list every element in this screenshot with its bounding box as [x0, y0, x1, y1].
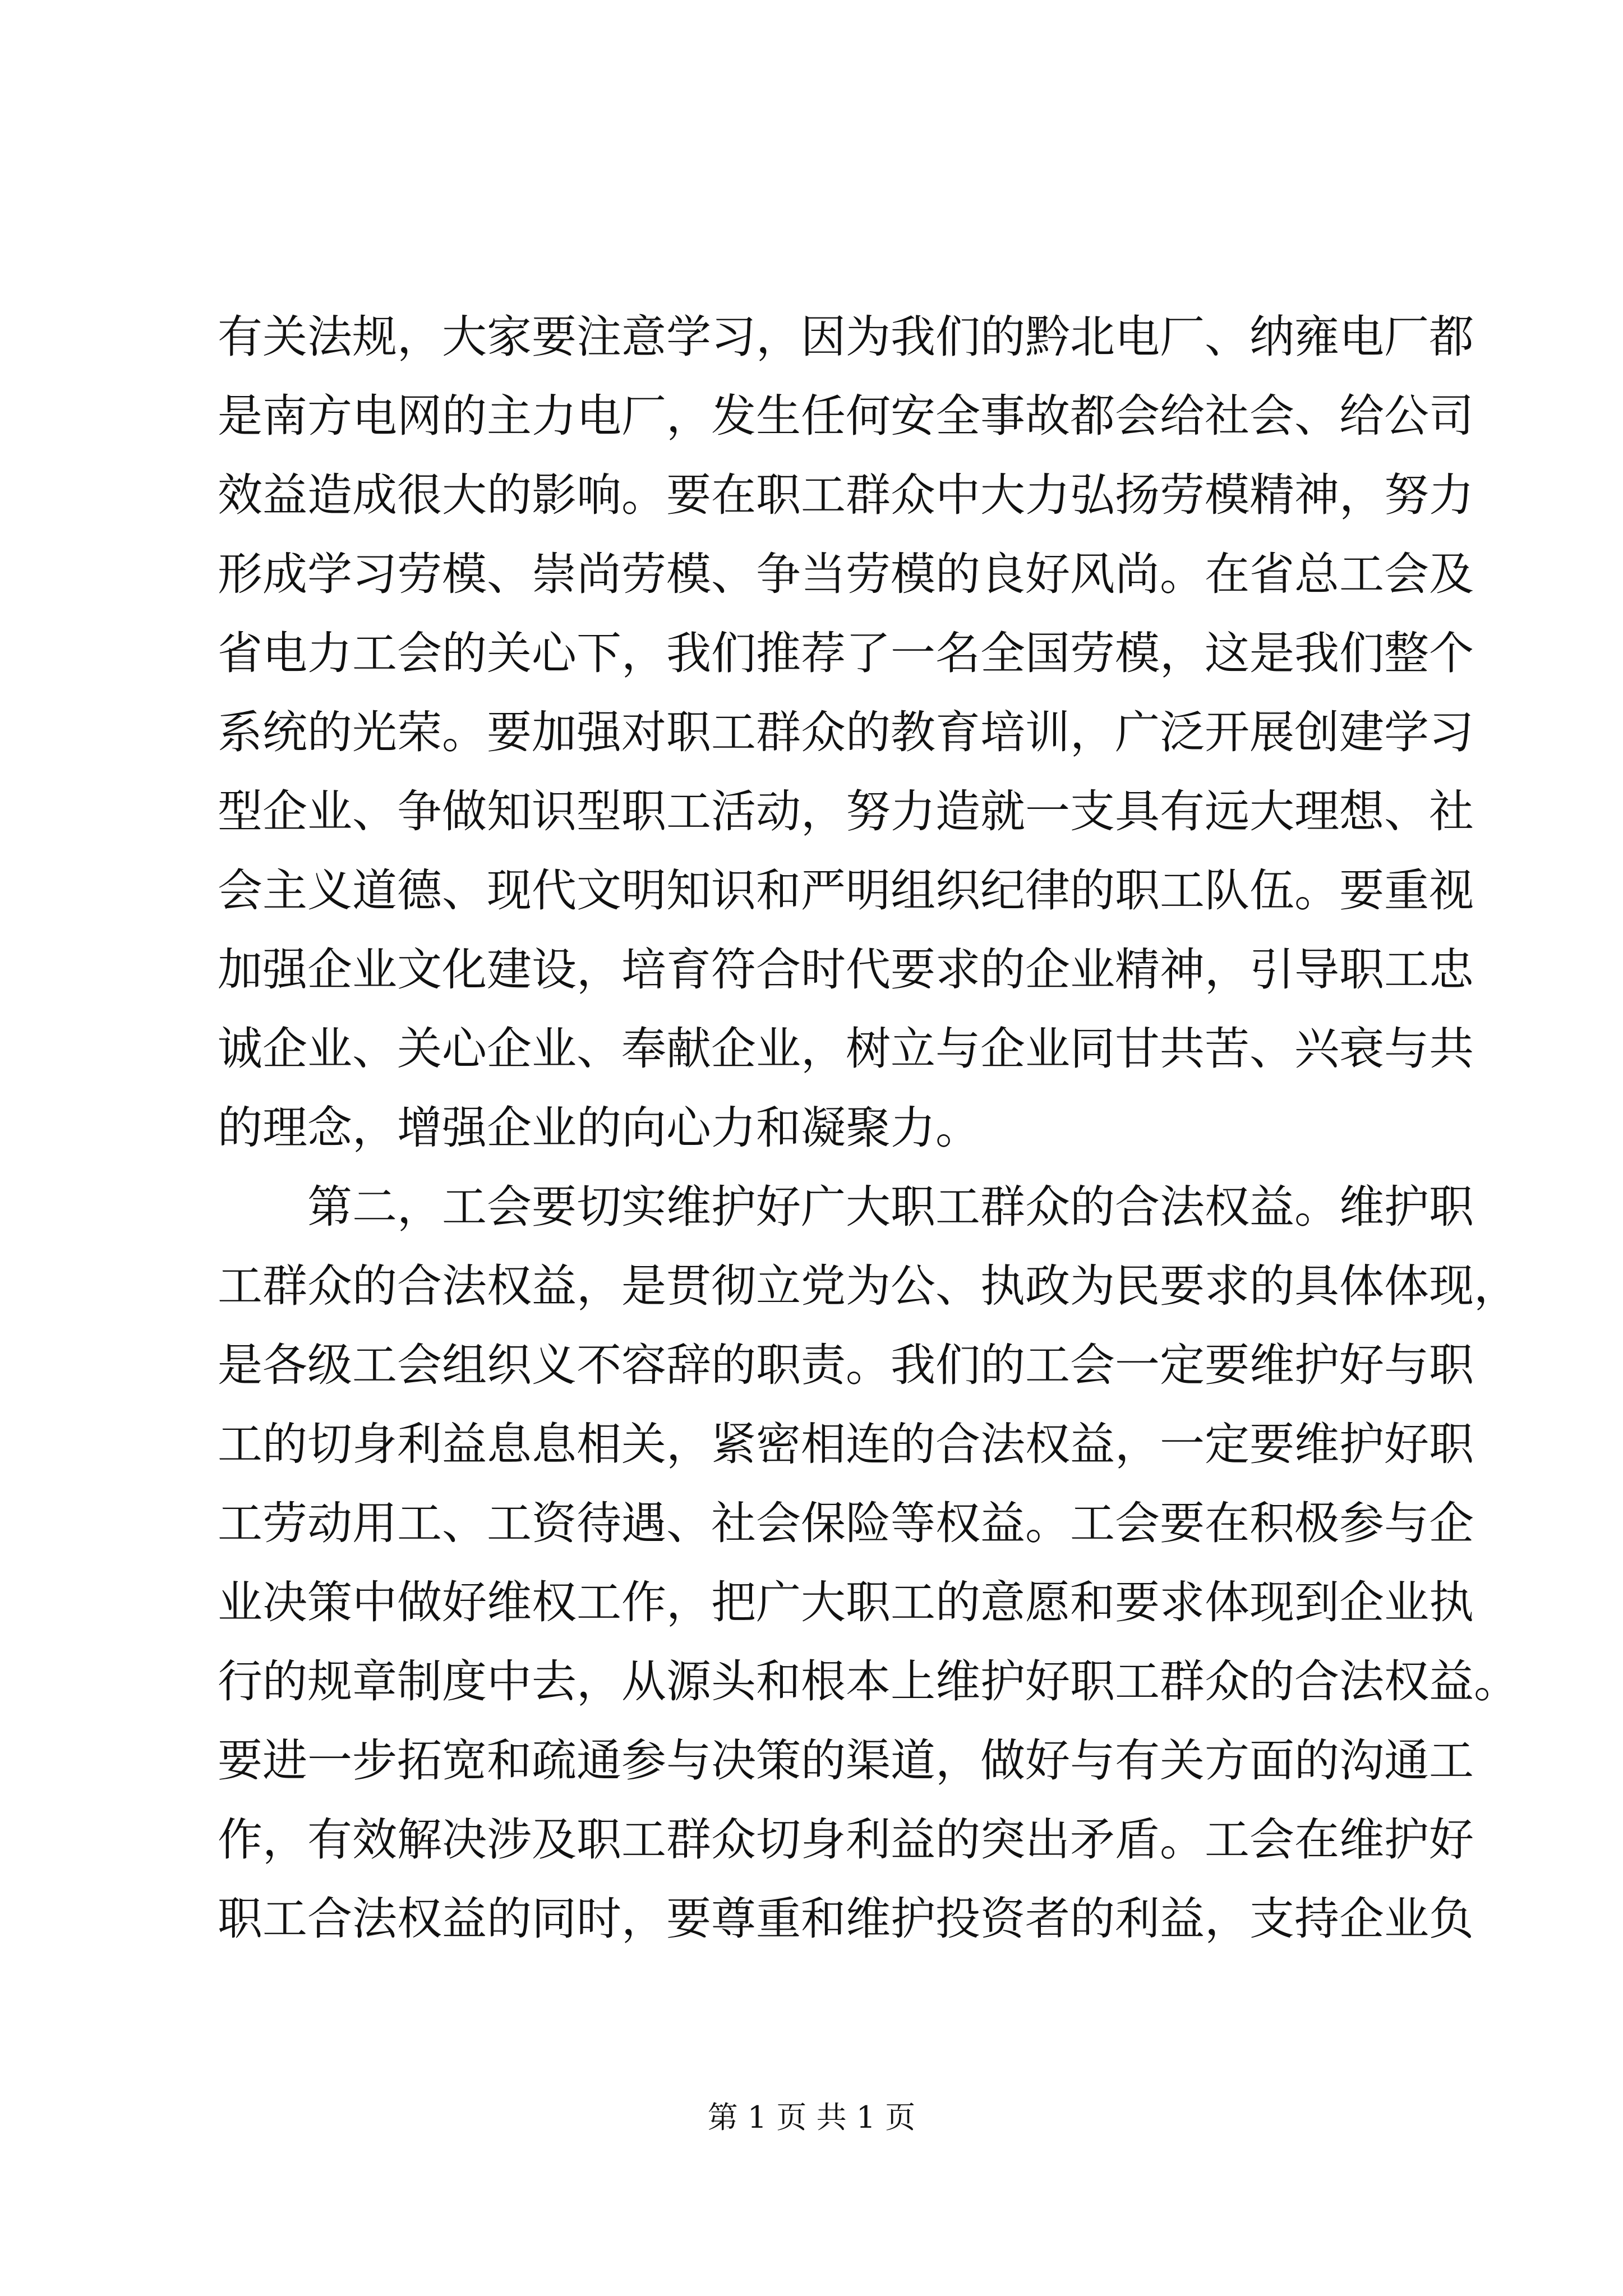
- text-line: 型企业、争做知识型职工活动，努力造就一支具有远大理想、社: [218, 785, 1474, 838]
- text-line: 效益造成很大的影响。要在职工群众中大力弘扬劳模精神，努力: [218, 469, 1474, 521]
- text-line: 业决策中做好维权工作，把广大职工的意愿和要求体现到企业执: [218, 1576, 1474, 1628]
- text-line: 是各级工会组织义不容辞的职责。我们的工会一定要维护好与职: [218, 1339, 1474, 1391]
- text-line: 作，有效解决涉及职工群众切身利益的突出矛盾。工会在维护好: [218, 1814, 1474, 1866]
- text-line: 有关法规，大家要注意学习，因为我们的黔北电厂、纳雍电厂都: [218, 311, 1474, 363]
- text-line: 加强企业文化建设，培育符合时代要求的企业精神，引导职工忠: [218, 944, 1474, 996]
- text-line: 会主义道德、现代文明知识和严明组织纪律的职工队伍。要重视: [218, 864, 1474, 917]
- text-line: 第二，工会要切实维护好广大职工群众的合法权益。维护职: [307, 1181, 1474, 1233]
- text-line: 的理念，增强企业的向心力和凝聚力。: [218, 1102, 980, 1154]
- text-line: 行的规章制度中去，从源头和根本上维护好职工群众的合法权益。: [218, 1655, 1519, 1708]
- text-line: 工劳动用工、工资待遇、社会保险等权益。工会要在积极参与企: [218, 1497, 1474, 1549]
- text-line: 诚企业、关心企业、奉献企业，树立与企业同甘共苦、兴衰与共: [218, 1023, 1474, 1075]
- text-line: 省电力工会的关心下，我们推荐了一名全国劳模，这是我们整个: [218, 627, 1474, 679]
- text-line: 工的切身利益息息相关，紧密相连的合法权益，一定要维护好职: [218, 1418, 1474, 1470]
- text-line: 职工合法权益的同时，要尊重和维护投资者的利益，支持企业负: [218, 1893, 1474, 1945]
- text-line: 要进一步拓宽和疏通参与决策的渠道，做好与有关方面的沟通工: [218, 1734, 1474, 1787]
- text-line: 形成学习劳模、崇尚劳模、争当劳模的良好风尚。在省总工会及: [218, 548, 1474, 600]
- text-line: 是南方电网的主力电厂，发生任何安全事故都会给社会、给公司: [218, 390, 1474, 442]
- body-text: [218, 297, 1519, 1958]
- text-line: 系统的光荣。要加强对职工群众的教育培训，广泛开展创建学习: [218, 706, 1474, 758]
- page-footer: 第 1 页 共 1 页: [707, 2100, 916, 2135]
- text-line: 工群众的合法权益，是贯彻立党为公、执政为民要求的具体体现，: [218, 1260, 1519, 1312]
